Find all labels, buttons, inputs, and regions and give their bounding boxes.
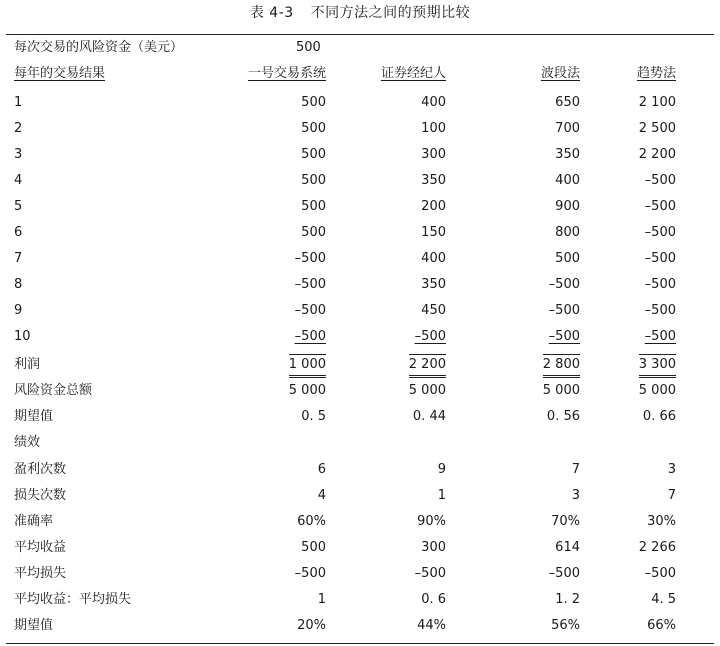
- expectancy-label: 期望值: [14, 409, 54, 424]
- table-cell: –500: [548, 303, 580, 318]
- total-risk-label: 风险资金总额: [14, 383, 93, 398]
- trade-number: 1: [14, 95, 23, 110]
- table-cell: 5 000: [542, 383, 580, 398]
- table-cell: 450: [421, 303, 446, 318]
- table-cell: 9: [437, 462, 446, 477]
- table-cell: –500: [548, 277, 580, 292]
- performance-row: [6, 561, 714, 587]
- performance-label: 平均收益: [14, 540, 67, 555]
- performance-row: [6, 535, 714, 561]
- table-cell: 0. 5: [301, 409, 326, 424]
- performance-heading-row: [6, 430, 714, 456]
- performance-row: [6, 509, 714, 535]
- table-cell: 150: [421, 225, 446, 240]
- performance-row: [6, 587, 714, 613]
- performance-label: 平均损失: [14, 566, 67, 581]
- performance-row: [6, 613, 714, 639]
- table-cell: 400: [555, 173, 580, 188]
- table-cell: 56%: [551, 618, 580, 633]
- table-cell: 60%: [297, 514, 326, 529]
- table-cell: 500: [301, 540, 326, 555]
- table-cell: 7: [667, 488, 676, 503]
- trade-number: 10: [14, 329, 31, 344]
- table-cell: 1: [437, 488, 446, 503]
- performance-label: 准确率: [14, 514, 54, 529]
- table-cell: 3: [667, 462, 676, 477]
- table-cell: 200: [421, 199, 446, 214]
- risk-value: 500: [296, 40, 321, 55]
- trade-number: 6: [14, 225, 23, 240]
- table-cell: 500: [301, 147, 326, 162]
- table-cell: 0. 56: [546, 409, 580, 424]
- profit-value: 2 200: [409, 354, 446, 378]
- table-cell: –500: [414, 566, 446, 581]
- trade-row: [6, 298, 714, 324]
- table-cell: 400: [421, 251, 446, 266]
- trade-number: 2: [14, 121, 23, 136]
- trade-number: 7: [14, 251, 23, 266]
- table-cell: 5 000: [288, 383, 326, 398]
- header-system1: 一号交易系统: [247, 66, 326, 81]
- table-title: 不同方法之间的预期比较: [310, 5, 471, 21]
- table-cell: 30%: [647, 514, 676, 529]
- table-number: 表 4-3: [249, 5, 294, 21]
- table-cell: 2 266: [638, 540, 676, 555]
- table-cell: 0. 44: [412, 409, 446, 424]
- table-cell: –500: [644, 199, 676, 214]
- performance-row: [6, 457, 714, 483]
- table-cell: 5 000: [408, 383, 446, 398]
- table-cell: 20%: [297, 618, 326, 633]
- bottom-rule: [6, 643, 714, 644]
- table-cell: 800: [555, 225, 580, 240]
- header-broker: 证券经纪人: [380, 66, 446, 81]
- table-cell: 614: [555, 540, 580, 555]
- table-cell: 4: [317, 488, 326, 503]
- table-cell: 3: [571, 488, 580, 503]
- trade-number: 8: [14, 277, 23, 292]
- table-cell: 2 100: [638, 95, 676, 110]
- trade-row: [6, 116, 714, 142]
- performance-label: 盈利次数: [14, 462, 67, 477]
- profit-row: [6, 352, 714, 378]
- table-cell: 100: [421, 121, 446, 136]
- trade-row: [6, 90, 714, 116]
- table-cell: 350: [421, 277, 446, 292]
- table-cell: 500: [301, 121, 326, 136]
- table-cell: –500: [294, 277, 326, 292]
- trade-row: [6, 324, 714, 350]
- table-cell: 6: [317, 462, 326, 477]
- header-trend: 趋势法: [636, 66, 676, 81]
- table-cell: 500: [301, 199, 326, 214]
- table-cell: 900: [555, 199, 580, 214]
- table-cell: 300: [421, 540, 446, 555]
- table-cell: 300: [421, 147, 446, 162]
- table-cell: –500: [644, 251, 676, 266]
- header-label: 每年的交易结果: [14, 66, 106, 81]
- header-row: [6, 61, 714, 87]
- table-cell: 1. 2: [555, 592, 580, 607]
- profit-value: 1 000: [289, 354, 326, 378]
- performance-heading: 绩效: [14, 435, 41, 450]
- trade-number: 3: [14, 147, 23, 162]
- table-cell: 700: [555, 121, 580, 136]
- trade-row: [6, 220, 714, 246]
- table-cell: 2 200: [638, 147, 676, 162]
- trade-row: [6, 194, 714, 220]
- table-cell: –500: [644, 329, 676, 344]
- table-cell: –500: [414, 329, 446, 344]
- table-cell: 44%: [417, 618, 446, 633]
- table-cell: 0. 6: [421, 592, 446, 607]
- table-cell: 350: [421, 173, 446, 188]
- table-cell: –500: [294, 303, 326, 318]
- table-cell: 500: [301, 225, 326, 240]
- performance-label: 期望值: [14, 618, 54, 633]
- performance-label: 平均收益：平均损失: [14, 592, 132, 607]
- table-cell: –500: [644, 225, 676, 240]
- table-caption: [0, 2, 720, 22]
- table-cell: 1: [317, 592, 326, 607]
- total-risk-row: [6, 378, 714, 404]
- table-cell: 400: [421, 95, 446, 110]
- profit-value: 3 300: [639, 354, 676, 378]
- table-cell: 7: [571, 462, 580, 477]
- table-cell: 500: [301, 173, 326, 188]
- table-cell: –500: [548, 329, 580, 344]
- trade-number: 4: [14, 173, 23, 188]
- risk-label: 每次交易的风险资金（美元）: [14, 40, 184, 55]
- trade-row: [6, 142, 714, 168]
- table-cell: 2 500: [638, 121, 676, 136]
- header-swing: 波段法: [540, 66, 580, 81]
- table-cell: 90%: [417, 514, 446, 529]
- table-cell: 500: [301, 95, 326, 110]
- trade-row: [6, 168, 714, 194]
- table-cell: 4. 5: [651, 592, 676, 607]
- table-cell: 650: [555, 95, 580, 110]
- trade-row: [6, 272, 714, 298]
- table-cell: 350: [555, 147, 580, 162]
- profit-value: 2 800: [543, 354, 580, 378]
- trade-number: 9: [14, 303, 23, 318]
- table-cell: –500: [644, 303, 676, 318]
- table-cell: –500: [644, 277, 676, 292]
- table-cell: –500: [294, 251, 326, 266]
- expectancy-row: [6, 404, 714, 430]
- table-cell: 5 000: [638, 383, 676, 398]
- table-cell: 500: [555, 251, 580, 266]
- trade-row: [6, 246, 714, 272]
- table-cell: –500: [548, 566, 580, 581]
- performance-label: 损失次数: [14, 488, 67, 503]
- performance-row: [6, 483, 714, 509]
- table-cell: –500: [294, 566, 326, 581]
- table-cell: –500: [644, 173, 676, 188]
- profit-label: 利润: [14, 357, 41, 372]
- table-cell: –500: [644, 566, 676, 581]
- risk-row: [6, 35, 714, 61]
- table-cell: 66%: [647, 618, 676, 633]
- table-cell: 0. 66: [642, 409, 676, 424]
- table-cell: –500: [294, 329, 326, 344]
- table-cell: 70%: [551, 514, 580, 529]
- trade-number: 5: [14, 199, 23, 214]
